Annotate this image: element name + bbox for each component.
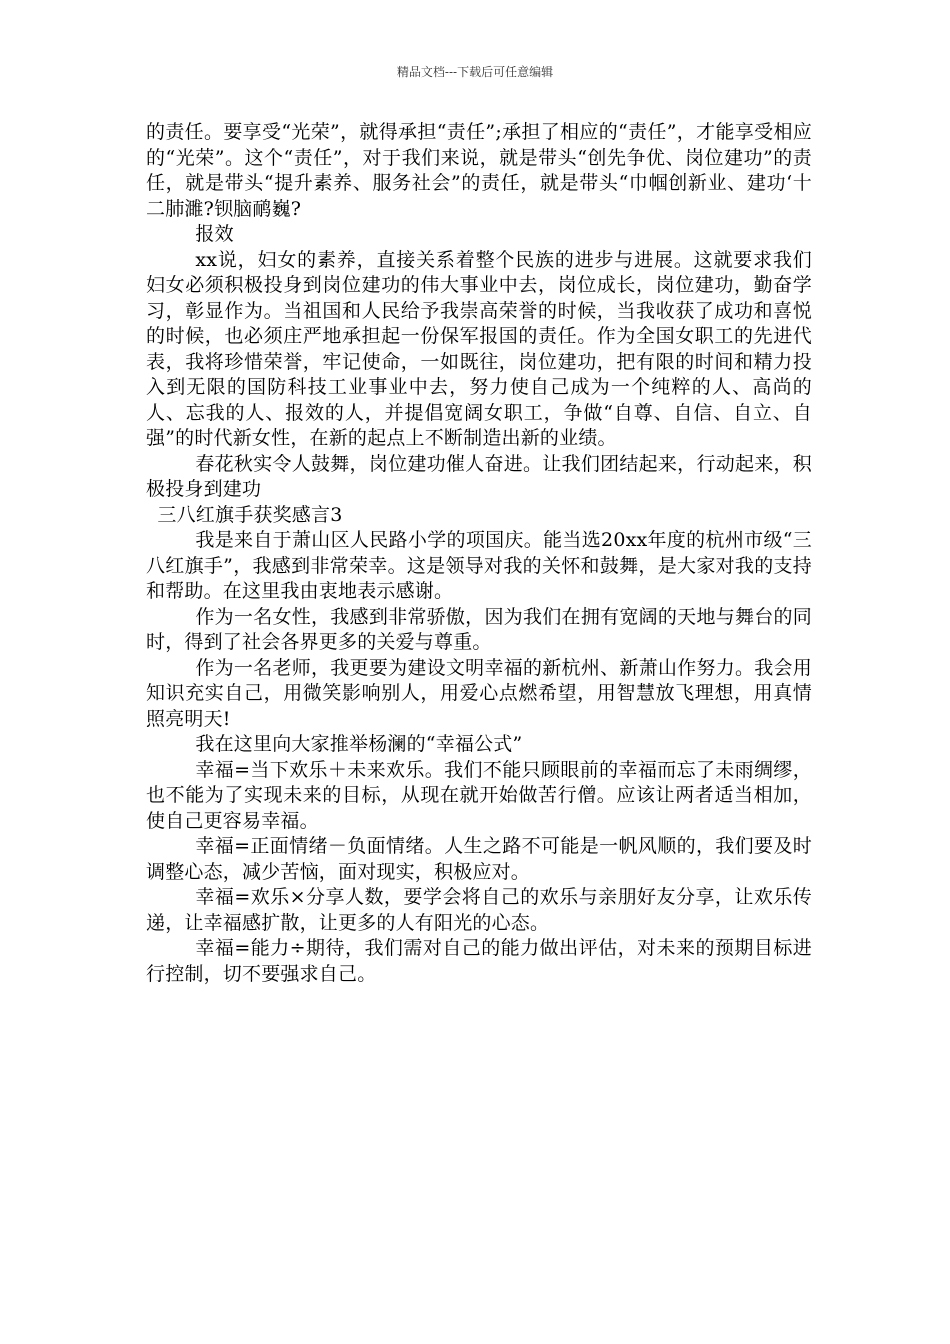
paragraph-11: 幸福=正面情绪－负面情绪。人生之路不可能是一帆风顺的，我们要及时调整心态，减少苦恼，面对现实，积极应对。 — [146, 835, 812, 883]
paragraph-1: 的责任。要享受“光荣”，就得承担“责任”;承担了相应的“责任”，才能享受相应的“光荣”。这个“责任”，对于我们来说，就是带头“创先争优、岗位建功”的责任，就是带头“提升素养、服务社会”的责任，就是带头“巾帼创新业、建功‘十二肺濉?钡脑鸸巍? — [146, 121, 812, 220]
paragraph-10: 幸福=当下欢乐＋未来欢乐。我们不能只顾眼前的幸福而忘了未雨绸缪，也不能为了实现未来的目标，从现在就开始做苦行僧。应该让两者适当相加，使自己更容易幸福。 — [146, 758, 812, 832]
paragraph-13: 幸福=能力÷期待，我们需对自己的能力做出评估，对未来的预期目标进行控制，切不要强求自己。 — [146, 937, 812, 985]
paragraph-4: 春花秋实令人鼓舞，岗位建功催人奋进。让我们团结起来，行动起来，积极投身到建功 — [146, 452, 812, 500]
paragraph-3: xx说，妇女的素养，直接关系着整个民族的进步与进展。这就要求我们妇女必须积极投身到岗位建功的伟大事业中去，岗位成长，岗位建功，勤奋学习，彰显作为。当祖国和人民给予我崇高荣誉的时候，当我收获了成功和喜悦的时候，也必须庄严地承担起一份保军报国的责任。作为全国女职工的先进代表，我将珍惜荣誉，牢记使命，一如既往，岗位建功，把有限的时间和精力投入到无限的国防科技工业事业中去，努力使自己成为一个纯粹的人、高尚的人、忘我的人、报效的人，并提倡宽阔女职工，争做“自尊、自信、自立、自强”的时代新女性，在新的起点上不断制造出新的业绩。 — [146, 248, 812, 449]
section-heading: 三八红旗手获奖感言3 — [157, 503, 343, 526]
document-body — [146, 120, 812, 987]
page-header: 精品文档---下载后可任意编辑 — [396, 65, 554, 79]
paragraph-6: 我是来自于萧山区人民路小学的项国庆。能当选20xx年度的杭州市级“三八红旗手”，我感到非常荣幸。这是领导对我的关怀和鼓舞，是大家对我的支持和帮助。在这里我由衷地表示感谢。 — [146, 529, 812, 602]
paragraph-7: 作为一名女性，我感到非常骄傲，因为我们在拥有宽阔的天地与舞台的同时，得到了社会各界更多的关爱与尊重。 — [146, 605, 812, 653]
paragraph-9: 我在这里向大家推举杨澜的“幸福公式” — [195, 733, 523, 755]
paragraph-12: 幸福=欢乐×分享人数，要学会将自己的欢乐与亲朋好友分享，让欢乐传递，让幸福感扩散，让更多的人有阳光的心态。 — [146, 886, 812, 934]
paragraph-8: 作为一名老师，我更要为建设文明幸福的新杭州、新萧山作努力。我会用知识充实自己，用微笑影响别人，用爱心点燃希望，用智慧放飞理想，用真情照亮明天! — [146, 656, 812, 730]
paragraph-2: 报效 — [195, 223, 234, 245]
